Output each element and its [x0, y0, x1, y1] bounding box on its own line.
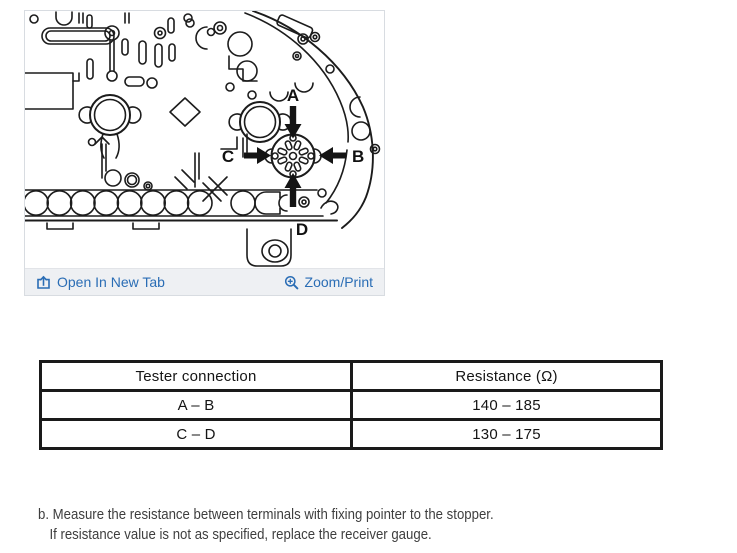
zoom-print-link[interactable]	[284, 274, 373, 290]
arrow-b	[319, 147, 346, 164]
terminal-label-c: C	[221, 147, 235, 166]
col-header-resistance: Resistance (Ω)	[352, 362, 662, 391]
terminal-label-d: D	[295, 220, 309, 239]
table-header-row	[41, 362, 662, 391]
table-row	[41, 420, 662, 449]
magnifier-plus-icon	[284, 275, 299, 290]
open-in-new-tab-label: Open In New Tab	[57, 274, 165, 290]
table-cell-resistance-ab: 140 – 185	[352, 391, 662, 420]
table-row	[41, 391, 662, 420]
resistance-spec-table	[39, 360, 663, 450]
open-in-new-tab-link[interactable]	[36, 274, 165, 290]
arrow-a	[285, 106, 302, 139]
instrument-cluster-diagram	[25, 11, 384, 268]
open-in-new-tab-icon	[36, 275, 51, 290]
zoom-print-label: Zoom/Print	[304, 274, 373, 290]
diagram-image	[25, 11, 384, 268]
table-cell-resistance-cd: 130 – 175	[352, 420, 662, 449]
instruction-text	[38, 505, 494, 545]
image-viewer-panel	[24, 10, 385, 296]
col-header-tester-connection: Tester connection	[41, 362, 352, 391]
table-cell-connection-ab: A – B	[41, 391, 352, 420]
instruction-line-1: b. Measure the resistance between terminals with fixing pointer to the stopper.	[38, 506, 494, 523]
table-cell-connection-cd: C – D	[41, 420, 352, 449]
terminal-label-b: B	[352, 147, 365, 166]
image-toolbar	[25, 268, 384, 295]
terminal-label-a: A	[286, 86, 300, 105]
instruction-line-2: If resistance value is not as specified, replace the receiver gauge.	[49, 526, 432, 543]
